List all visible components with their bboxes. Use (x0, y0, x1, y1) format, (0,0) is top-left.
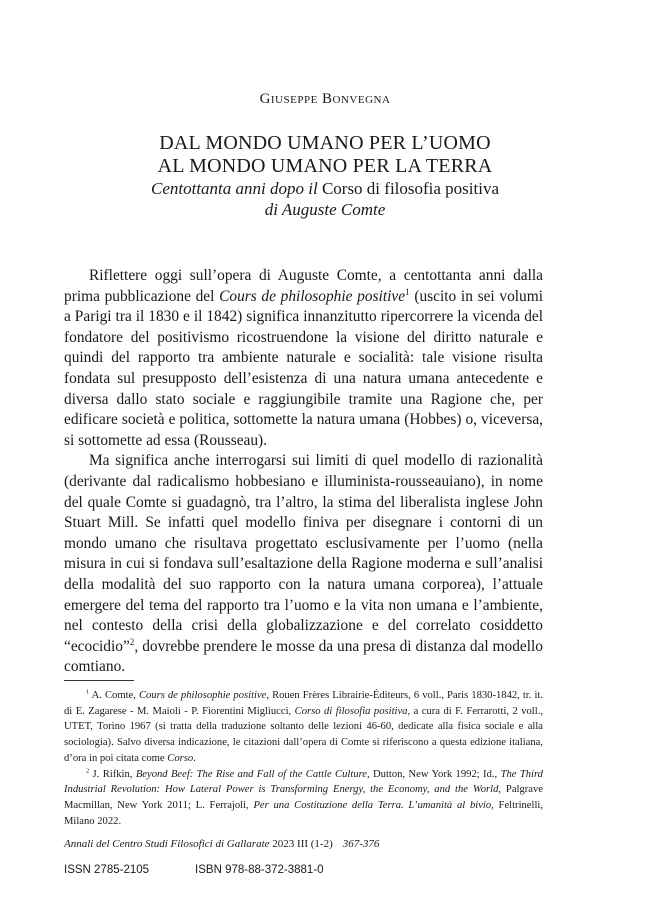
footnote-ref-1[interactable]: 1 (405, 286, 410, 297)
page-range: 367-376 (342, 838, 380, 850)
paragraph-1-text-b: (uscito in sei volumi a Parigi tra il 1830 e il 1842) significa innanzitutto ripercorrere la vicenda del fondatore del positivismo ricostruendone la visione del diritto naturale e quindi del rapporto tra ambiente naturale e socialità: tale visione risulta fondata sul presupposto dell’esistenza di una natura umana antecedente e diversa dallo stato sociale e raggiungibile tramite una Ragione che, per edificare società e politica, sottomette la natura umana (Hobbes) o, viceversa, si sottomette ad essa (Rousseau). (64, 287, 543, 449)
title-line-2: AL MONDO UMANO PER LA TERRA (157, 155, 493, 177)
footnote-1-work-3: Corso (167, 752, 194, 764)
footnote-2 (64, 767, 543, 830)
footnote-1-text-d: . (193, 752, 196, 764)
footnotes (64, 688, 543, 829)
footnote-1-work-2: Corso di filosofia positiva (294, 705, 408, 717)
paragraph-1 (64, 266, 543, 451)
article-subtitle (0, 178, 650, 220)
subtitle-line-1 (0, 178, 650, 199)
footnote-2-work-1: Beyond Beef: The Rise and Fall of the Cattle Culture (135, 768, 368, 780)
footnote-2-work-3: Per una Costituzione della Terra. L’umanità al bivio (253, 799, 492, 811)
subtitle-author: di Auguste Comte (264, 200, 386, 219)
paragraph-2 (64, 451, 543, 678)
paragraph-1-text-a: Riflettere oggi sull’opera di Auguste Comte, a centottanta anni dalla prima pubblicazione del (64, 267, 543, 305)
journal-name: Annali del Centro Studi Filosofici di Gallarate (64, 838, 270, 850)
footnote-1-mark: 1 (86, 688, 90, 696)
footnote-2-text-b: , Dutton, New York 1992; Id., (367, 768, 501, 780)
issn-code: ISSN 2785-2105 (64, 864, 150, 876)
footnote-1-text-a: A. Comte, (89, 690, 139, 701)
subtitle-line-2 (0, 199, 650, 220)
subtitle-italic-part: Centottanta anni dopo il (150, 179, 318, 198)
footnote-divider (64, 680, 134, 681)
footnote-ref-2[interactable]: 2 (129, 636, 135, 647)
article-title (0, 132, 650, 178)
cited-work: Cours de philosophie positive (219, 287, 406, 305)
paragraph-2-text-b: , dovrebbe prendere le mosse da una presa di distanza dal modello comtiano. (64, 637, 543, 676)
footnote-2-text-c: , Palgrave Macmillan, New York 2011; L. Ferrajoli, (64, 784, 543, 811)
footnote-1 (64, 688, 543, 767)
footnote-1-work-1: Cours de philosophie positive (138, 690, 267, 701)
identifier-codes (64, 864, 324, 876)
journal-issue: 2023 III (1-2) (269, 838, 333, 850)
title-line-1: DAL MONDO UMANO PER L’UOMO (159, 132, 491, 154)
footnote-1-text-c: , a cura di F. Ferrarotti, 2 voll., UTET, Torino 1967 (si tratta della traduzione soltanto delle lezioni 46-60, dedicate alla fisica sociale e alla sociologia). Salvo diversa indicazione, le citazioni dall’opera di Comte si riferiscono a questa edizione italiana, d’ora in poi citata come (64, 705, 543, 764)
body-text (64, 266, 543, 678)
footnote-1-text-b: , Rouen Frères Librairie-Éditeurs, 6 voll., Paris 1830-1842, tr. it. di E. Zagarese - M. Maioli - P. Fiorentini Migliucci, (64, 690, 543, 717)
footnote-2-text-a: J. Rifkin, (89, 768, 136, 780)
footnote-2-work-2: The Third Industrial Revolution: How Lateral Power is Transforming Energy, the Economy, and the World (64, 768, 543, 796)
subtitle-work-title: Corso di filosofia positiva (321, 179, 500, 198)
footnote-2-text-d: , Feltrinelli, Milano 2022. (64, 799, 543, 827)
isbn-code: ISBN 978-88-372-3881-0 (195, 864, 324, 876)
footnote-2-mark: 2 (86, 766, 90, 774)
author-name: Giuseppe Bonvegna (259, 91, 391, 107)
paragraph-2-text-a: Ma significa anche interrogarsi sui limiti di quel modello di razionalità (derivante dal radicalismo hobbesiano e illuminista-rousseauiano), in nome del quale Comte si guadagnò, tra l’altro, la stima del liberalista inglese John Stuart Mill. Se infatti quel modello finiva per disegnare i contorni di un mondo umano che risultava progettato esclusivamente per l’uomo (nella misura in cui si fondava sull’esaltazione della Ragione moderna e sull’analisi della modalità del suo rapporto con la natura umana corporea), l’attuale emergere del tema del rapporto tra l’uomo e la vita non umana e l’ambiente, nel contesto della crisi della globalizzazione e del correlato cosiddetto “ecocidio” (64, 452, 543, 655)
journal-citation (64, 838, 379, 850)
